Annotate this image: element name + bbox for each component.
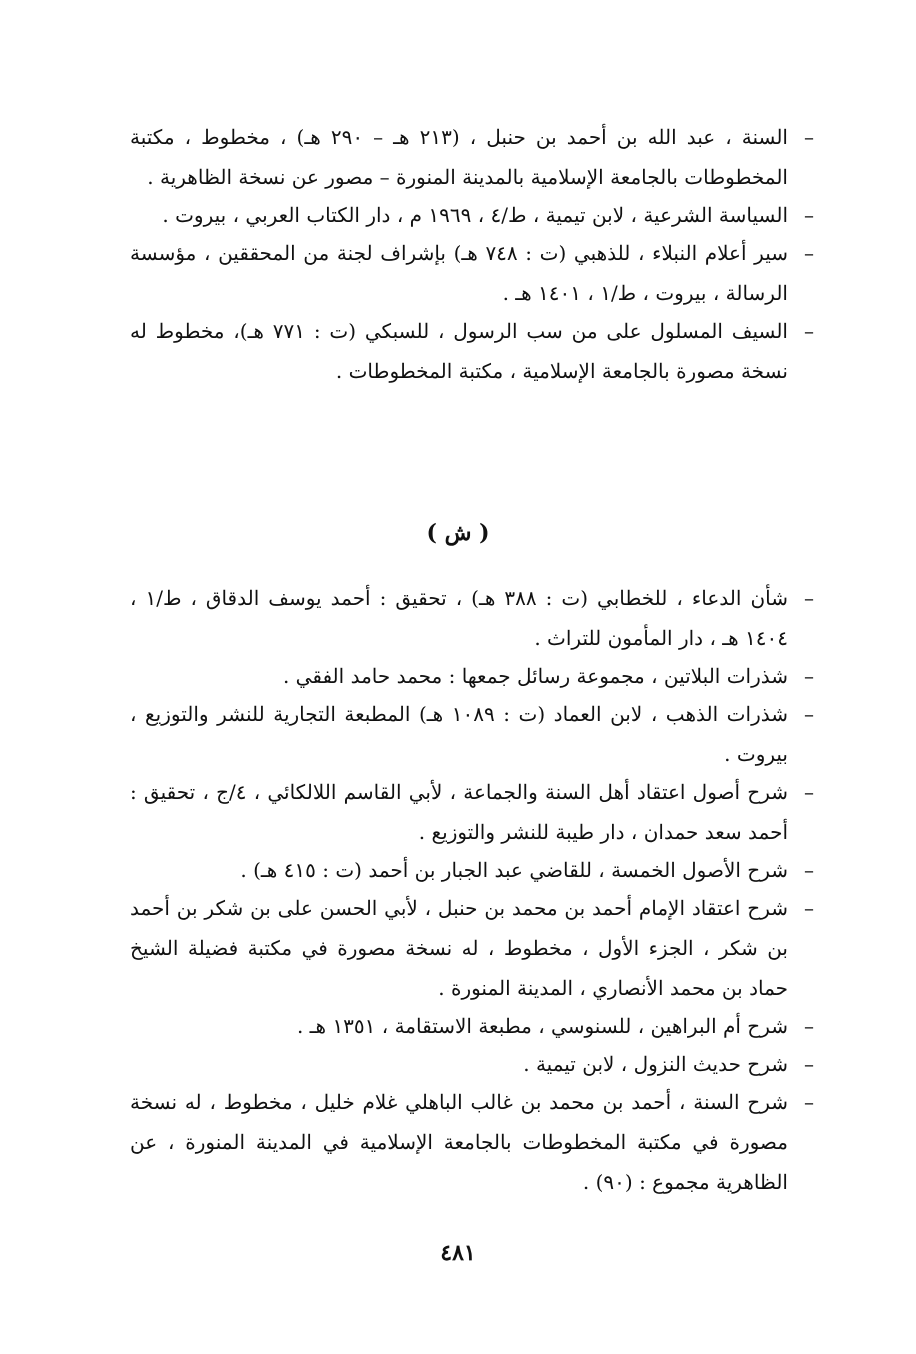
entry-dash: – — [804, 702, 814, 726]
bibliography-entry — [130, 233, 820, 313]
entry-text: سير أعلام النبلاء ، للذهبي (ت : ٧٤٨ هـ) بإشراف لجنة من المحققين ، مؤسسة الرسالة ، بيروت ، ط/١ ، ١٤٠١ هـ . — [130, 241, 788, 305]
entry-text: شذرات البلاتين ، مجموعة رسائل جمعها : محمد حامد الفقي . — [282, 664, 788, 688]
bibliography-section-seen — [130, 117, 820, 389]
entry-dash: – — [804, 1014, 814, 1038]
bibliography-entry — [130, 578, 820, 658]
entry-dash: – — [804, 1052, 814, 1076]
entry-dash: – — [804, 203, 814, 227]
entry-text: شرح اعتقاد الإمام أحمد بن محمد بن حنبل ، لأبي الحسن على بن شكر بن أحمد بن شكر ، الجزء الأول ، مخطوط ، له نسخة مصورة في مكتبة فضيلة الشيخ حماد بن محمد الأنصاري ، المدينة المنورة . — [130, 896, 788, 1000]
entry-text: شرح السنة ، أحمد بن محمد بن غالب الباهلي غلام خليل ، مخطوط ، له نسخة مصورة في مكتبة المخطوطات بالجامعة الإسلامية في المدينة المنورة ، عن الظاهرية مجموع : (٩٠) . — [130, 1090, 789, 1194]
entry-dash: – — [804, 780, 814, 804]
entry-dash: – — [804, 241, 814, 265]
entry-text: شرح أصول اعتقاد أهل السنة والجماعة ، لأبي القاسم اللالكائي ، ٤/ج ، تحقيق : أحمد سعد حمدان ، دار طيبة للنشر والتوزيع . — [130, 780, 788, 844]
entry-dash: – — [804, 664, 814, 688]
entry-text: شذرات الذهب ، لابن العماد (ت : ١٠٨٩ هـ) المطبعة التجارية للنشر والتوزيع ، بيروت . — [130, 702, 788, 766]
bibliography-entry — [130, 888, 820, 1008]
bibliography-entry — [130, 772, 820, 852]
entry-text: السيف المسلول على من سب الرسول ، للسبكي (ت : ٧٧١ هـ)، مخطوط له نسخة مصورة بالجامعة الإسلامية ، مكتبة المخطوطات . — [130, 319, 788, 383]
entry-text: شأن الدعاء ، للخطابي (ت : ٣٨٨ هـ) ، تحقيق : أحمد يوسف الدقاق ، ط/١ ، ١٤٠٤ هـ ، دار المأمون للتراث . — [130, 586, 788, 650]
entry-dash: – — [804, 858, 814, 882]
bibliography-entry — [130, 1006, 820, 1046]
entry-text: السياسة الشرعية ، لابن تيمية ، ط/٤ ، ١٩٦٩ م ، دار الكتاب العربي ، بيروت . — [162, 203, 788, 227]
bibliography-entry — [130, 694, 820, 774]
bibliography-entry — [130, 656, 820, 696]
entry-dash: – — [804, 1090, 814, 1114]
bibliography-section-sheen — [130, 578, 820, 1200]
entry-dash: – — [804, 586, 814, 610]
section-heading: ( ش ) — [426, 520, 490, 546]
bibliography-entry — [130, 850, 820, 890]
entry-text: شرح أم البراهين ، للسنوسي ، مطبعة الاستقامة ، ١٣٥١ هـ . — [296, 1014, 788, 1038]
entry-dash: – — [804, 896, 814, 920]
bibliography-entry — [130, 117, 820, 197]
bibliography-entry — [130, 311, 820, 391]
bibliography-entry — [130, 1082, 820, 1202]
entry-dash: – — [804, 319, 814, 343]
entry-dash: – — [804, 125, 814, 149]
bibliography-entry — [130, 1044, 820, 1084]
entry-text: السنة ، عبد الله بن أحمد بن حنبل ، (٢١٣ هـ – ٢٩٠ هـ) ، مخطوط ، مكتبة المخطوطات بالجامعة الإسلامية بالمدينة المنورة – مصور عن نسخة الظاهرية . — [130, 125, 788, 189]
entry-text: شرح حديث النزول ، لابن تيمية . — [523, 1052, 788, 1076]
bibliography-entry — [130, 195, 820, 235]
page-number: ٤٨١ — [440, 1240, 476, 1266]
entry-text: شرح الأصول الخمسة ، للقاضي عبد الجبار بن أحمد (ت : ٤١٥ هـ) . — [240, 858, 788, 882]
